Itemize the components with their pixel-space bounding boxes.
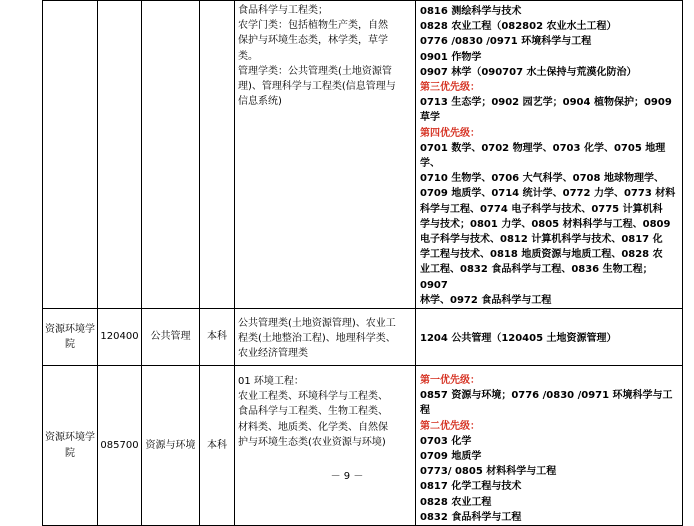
requirement-line: 0710 生物学、0706 大气科学、0708 地球物理学、 — [420, 173, 664, 185]
requirement-line: 0776 /0830 /0971 环境科学与工程 — [420, 36, 592, 48]
area-cell — [235, 366, 416, 526]
priority-heading: 第一优先级： — [420, 375, 480, 387]
priority-heading: 第二优先级： — [420, 420, 480, 432]
college-name: 资源环境学院 — [45, 323, 95, 351]
area-line: 信息系统) — [238, 96, 282, 108]
requirement-line: 0703 化学 — [420, 435, 472, 447]
requirement-line: 电子科学与技术、0812 计算机科学与技术、0817 化 — [420, 234, 663, 246]
requirement-line: 草学 — [420, 112, 440, 124]
table-row — [43, 309, 683, 366]
degree-level: 本科 — [207, 331, 227, 343]
college-cell — [43, 366, 98, 526]
major-cell — [142, 366, 200, 526]
major-cell — [142, 309, 200, 366]
college-cell — [43, 1, 98, 309]
area-line: 类。 — [238, 50, 258, 62]
requirement-cell — [416, 1, 683, 309]
page-number: － 9 － — [330, 471, 364, 482]
requirement-line: 科学与工程、0774 电子科学与技术、0775 计算机科 — [420, 203, 663, 215]
table-row — [43, 1, 683, 309]
area-cell — [235, 309, 416, 366]
major-cell — [142, 1, 200, 309]
degree-cell — [200, 309, 235, 366]
area-line: 食品科学与工程类、生物工程类、 — [238, 406, 388, 418]
requirement-line: 0857 资源与环境；0776 /0830 /0971 环境科学与工程 — [420, 390, 673, 417]
table-row — [43, 366, 683, 526]
requirement-cell — [416, 309, 683, 366]
requirement-line: 学与技术；0801 力学、0805 材料科学与工程、0809 — [420, 218, 671, 230]
priority-heading: 第三优先级： — [420, 82, 480, 94]
requirement-line: 0832 食品科学与工程 — [420, 511, 522, 523]
requirement-line: 0709 地质学、0714 统计学、0772 力学、0773 材料 — [420, 188, 676, 200]
requirement-line: 0828 农业工程（082802 农业水土工程） — [420, 21, 617, 33]
code-cell — [98, 366, 142, 526]
area-line: 管理学类：公共管理类(土地资源管 — [238, 65, 392, 77]
area-line: 程类(土地整治工程)、地理科学类、 — [238, 333, 396, 345]
area-line: 农业经济管理类 — [238, 348, 308, 360]
requirement-line: 0816 测绘科学与技术 — [420, 6, 522, 17]
requirement-line: 0713 生态学；0902 园艺学；0904 植物保护；0909 — [420, 97, 672, 109]
area-line: 01 环境工程： — [238, 376, 304, 388]
requirement-line: 0709 地质学 — [420, 451, 482, 463]
area-line: 农业工程类、环境科学与工程类、 — [238, 391, 388, 403]
requirement-line: 0817 化学工程与技术 — [420, 481, 522, 493]
priority-heading: 第四优先级： — [420, 127, 480, 139]
requirement-line: 0901 作物学 — [420, 51, 482, 63]
area-line: 理)、管理科学与工程类(信息管理与 — [238, 81, 396, 93]
college-cell — [43, 309, 98, 366]
requirement-cell — [416, 366, 683, 526]
major-name: 资源与环境 — [145, 439, 196, 451]
requirement-line: 0773/ 0805 材料科学与工程 — [420, 466, 557, 478]
requirement-line: 0907 林学（090707 水土保持与荒漠化防治） — [420, 66, 637, 78]
program-code: 120400 — [100, 331, 139, 343]
college-name: 资源环境学院 — [45, 432, 95, 459]
area-cell — [235, 1, 416, 309]
requirement-line: 林学、0972 食品科学与工程 — [420, 294, 552, 306]
requirement-line: 业工程、0832 食品科学与工程、0836 生物工程；0907 — [420, 264, 653, 291]
area-line: 护与环境生态类(农业资源与环境) — [238, 436, 386, 448]
area-line: 食品科学与工程类； — [238, 5, 328, 16]
area-line: 公共管理类(土地资源管理)、农业工 — [238, 318, 396, 330]
program-code: 085700 — [100, 439, 139, 451]
area-line: 材料类、地质类、化学类、自然保 — [238, 421, 388, 433]
requirement-line: 学工程与技术、0818 地质资源与地质工程、0828 农 — [420, 249, 663, 261]
requirement-line: 0701 数学、0702 物理学、0703 化学、0705 地理学、 — [420, 142, 666, 170]
area-line: 农学门类：包括植物生产类，自然 — [238, 20, 388, 32]
code-cell — [98, 1, 142, 309]
major-name: 公共管理 — [150, 331, 191, 343]
area-line: 保护与环境生态类，林学类，草学 — [238, 35, 388, 47]
degree-cell — [200, 366, 235, 526]
code-cell — [98, 309, 142, 366]
degree-level: 本科 — [207, 439, 227, 451]
requirement-line: 0828 农业工程 — [420, 496, 492, 508]
requirement-line: 1204 公共管理（120405 土地资源管理） — [420, 332, 617, 344]
degree-cell — [200, 1, 235, 309]
program-table — [42, 0, 683, 526]
